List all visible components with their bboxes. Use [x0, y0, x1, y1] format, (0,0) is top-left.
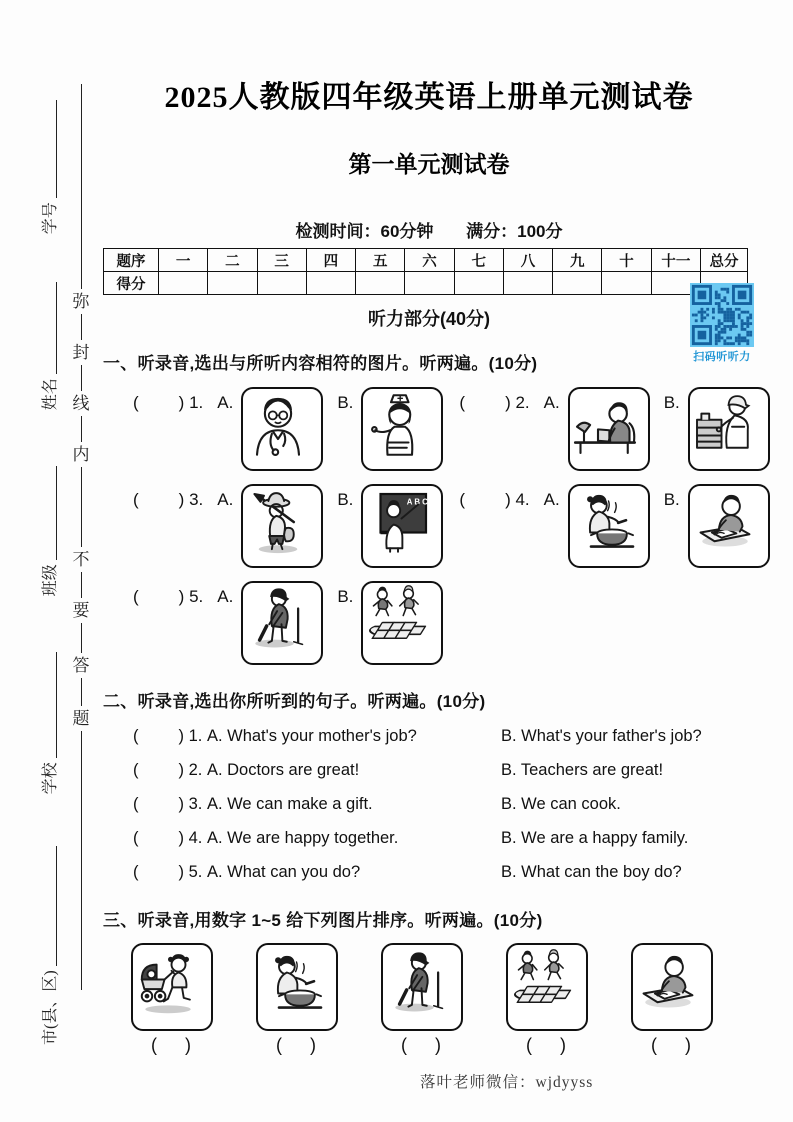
- boy-drawing-icon: [633, 945, 711, 1029]
- picture-option-teacher: [361, 484, 443, 568]
- listening-part-title: 听力部分(40分): [367, 309, 490, 329]
- option-b-label: B.: [337, 393, 354, 412]
- farmer-icon: [243, 486, 321, 566]
- seal-line: [72, 84, 90, 990]
- man-laptop-icon: [570, 389, 648, 469]
- seal-char: 封: [72, 343, 90, 362]
- answer-slot-q4[interactable]: ( ) 4.: [459, 490, 530, 509]
- order-slot-2[interactable]: ( ): [276, 1035, 318, 1055]
- score-header-cell: 三: [257, 249, 306, 272]
- boy-baseball-icon: [243, 583, 321, 663]
- sealed-margin-labels: [26, 63, 70, 1063]
- section1-row: [103, 581, 755, 665]
- option-a-label: A.: [217, 490, 234, 509]
- sentence-a: A. We are happy together.: [206, 829, 399, 847]
- seal-line-segment: [81, 365, 82, 391]
- section3-row: [103, 943, 755, 1056]
- answer-slot-q3[interactable]: ( ) 3.: [133, 490, 204, 509]
- sentence-b: B. We are a happy family.: [501, 829, 689, 847]
- option-a-label: A.: [543, 490, 560, 509]
- section2-item: [103, 829, 755, 848]
- seal-line-segment: [81, 731, 82, 990]
- kids-hopscotch-icon: [363, 583, 441, 663]
- listening-qr: [686, 283, 758, 364]
- score-cell[interactable]: [553, 272, 602, 295]
- picture-option-hopscotch: [361, 581, 443, 665]
- section3-figure: [631, 943, 713, 1056]
- sentence-a: A. We can make a gift.: [206, 795, 373, 813]
- section2-item: [103, 795, 755, 814]
- seal-char: 不: [72, 550, 90, 569]
- score-header-cell: 九: [553, 249, 602, 272]
- exam-info: [103, 217, 755, 242]
- sentence-b: B. What can the boy do?: [501, 863, 682, 881]
- option-a-label: A.: [543, 393, 560, 412]
- score-header-cell: 题序: [104, 249, 159, 272]
- score-header-cell: 六: [405, 249, 454, 272]
- score-cell[interactable]: [503, 272, 552, 295]
- score-cell[interactable]: [405, 272, 454, 295]
- score-table-score-row: [104, 272, 748, 295]
- score-cell[interactable]: [257, 272, 306, 295]
- option-b-label: B.: [663, 393, 680, 412]
- field-student-no-blank[interactable]: [54, 100, 57, 198]
- field-name-blank[interactable]: [54, 282, 57, 374]
- qr-caption: 扫码听听力: [693, 351, 751, 363]
- score-cell[interactable]: [356, 272, 405, 295]
- exam-time: 检测时间：60分钟: [295, 222, 434, 241]
- field-class-label: 班级: [41, 564, 59, 597]
- picture-option-drawing: [688, 484, 770, 568]
- answer-slot-s2-q2[interactable]: ( ): [133, 761, 184, 779]
- picture-boy-drawing: [631, 943, 713, 1031]
- exam-paper: [103, 0, 755, 1056]
- score-cell[interactable]: [306, 272, 355, 295]
- order-slot-3[interactable]: ( ): [401, 1035, 443, 1055]
- sentence-b: B. We can cook.: [501, 795, 621, 813]
- score-header-cell: 一: [159, 249, 208, 272]
- item-number: 4.: [188, 829, 203, 847]
- answer-slot-q2[interactable]: ( ) 2.: [459, 393, 530, 412]
- section3-figure: [256, 943, 338, 1056]
- answer-slot-s2-q5[interactable]: ( ): [133, 863, 184, 881]
- section3-figure: [381, 943, 463, 1056]
- answer-slot-s2-q1[interactable]: ( ): [133, 727, 184, 745]
- field-class-blank[interactable]: [54, 466, 57, 560]
- seal-char: 内: [72, 445, 90, 464]
- seal-line-segment: [81, 467, 82, 547]
- section3-figure: [131, 943, 213, 1056]
- score-cell[interactable]: [159, 272, 208, 295]
- seal-char: 弥: [72, 292, 90, 311]
- score-header-cell: 四: [306, 249, 355, 272]
- sentence-b: B. What's your father's job?: [501, 727, 702, 745]
- answer-slot-q5[interactable]: ( ) 5.: [133, 587, 204, 606]
- kids-hopscotch-icon: [508, 945, 586, 1029]
- option-b-label: B.: [663, 490, 680, 509]
- sentence-a: A. Doctors are great!: [206, 761, 360, 779]
- seal-line-segment: [81, 314, 82, 340]
- picture-option-nurse: [361, 387, 443, 471]
- picture-boy-baseball: [381, 943, 463, 1031]
- section1-row: [103, 484, 755, 568]
- field-school-label: 学校: [41, 762, 59, 795]
- score-cell[interactable]: [602, 272, 651, 295]
- doctor-icon: [243, 389, 321, 469]
- picture-kids-hopscotch: [506, 943, 588, 1031]
- field-name: [37, 282, 60, 410]
- section2-item: [103, 727, 755, 746]
- nurse-icon: [363, 389, 441, 469]
- section1-heading: 一、听录音,选出与所听内容相符的图片。听两遍。(10分): [103, 354, 538, 373]
- answer-slot-s2-q4[interactable]: ( ): [133, 829, 184, 847]
- item-number: 2.: [188, 761, 203, 779]
- score-header-cell: 十一: [651, 249, 700, 272]
- field-student-no: [37, 100, 60, 234]
- section2-item: [103, 863, 755, 882]
- girl-stroller-icon: [133, 945, 211, 1029]
- field-city-label: 市(县、区): [41, 970, 59, 1045]
- seal-line-segment: [81, 84, 82, 289]
- order-slot-1[interactable]: ( ): [151, 1035, 193, 1055]
- field-school-blank[interactable]: [54, 652, 57, 758]
- seal-char: 线: [72, 394, 90, 413]
- field-class: [37, 466, 60, 596]
- picture-option-man-laptop: [568, 387, 650, 471]
- answer-slot-s2-q3[interactable]: ( ): [133, 795, 184, 813]
- field-name-label: 姓名: [41, 378, 59, 411]
- exam-full-score: 满分：100分: [466, 222, 563, 241]
- unit-subtitle: 第一单元测试卷: [348, 152, 510, 177]
- score-header-cell: 十: [602, 249, 651, 272]
- sentence-b: B. Teachers are great!: [501, 761, 664, 779]
- picture-option-cooking: [568, 484, 650, 568]
- answer-slot-q1[interactable]: ( ) 1.: [133, 393, 204, 412]
- teacher-blackboard-icon: [363, 486, 441, 566]
- svg-text:A B C: A B C: [407, 497, 429, 507]
- option-b-label: B.: [337, 587, 354, 606]
- seal-line-segment: [81, 678, 82, 706]
- score-header-cell: 二: [208, 249, 257, 272]
- boy-drawing-icon: [690, 486, 768, 566]
- seal-char: 题: [72, 709, 90, 728]
- picture-option-farmer: [241, 484, 323, 568]
- option-b-label: B.: [337, 490, 354, 509]
- worker-machine-icon: [690, 389, 768, 469]
- teacher-wechat-watermark: 落叶老师微信：wjdyyss: [420, 1074, 594, 1091]
- item-number: 1.: [188, 727, 203, 745]
- woman-cooking-icon: [570, 486, 648, 566]
- qr-code: [690, 283, 754, 347]
- order-slot-5[interactable]: ( ): [651, 1035, 693, 1055]
- score-table-header-row: [104, 249, 748, 272]
- section2-item: [103, 761, 755, 780]
- option-a-label: A.: [217, 587, 234, 606]
- score-table: [103, 248, 748, 295]
- score-header-cell: 七: [454, 249, 503, 272]
- seal-line-segment: [81, 623, 82, 653]
- seal-char: 答: [72, 656, 90, 675]
- picture-option-doctor: [241, 387, 323, 471]
- section2-heading: 二、听录音,选出你所听到的句子。听两遍。(10分): [103, 692, 486, 711]
- section3-heading: 三、听录音,用数字 1~5 给下列图片排序。听两遍。(10分): [103, 911, 543, 930]
- picture-option-worker: [688, 387, 770, 471]
- item-number: 5.: [188, 863, 203, 881]
- order-slot-4[interactable]: ( ): [526, 1035, 568, 1055]
- field-school: [37, 652, 60, 794]
- section1-row: [103, 387, 755, 471]
- sentence-a: A. What's your mother's job?: [206, 727, 417, 745]
- section3-figure: [506, 943, 588, 1056]
- score-header-cell: 五: [356, 249, 405, 272]
- page-title: 2025人教版四年级英语上册单元测试卷: [164, 81, 694, 114]
- field-city: [37, 846, 60, 1045]
- seal-char: 要: [72, 601, 90, 620]
- sentence-a: A. What can you do?: [206, 863, 361, 881]
- score-header-cell: 八: [503, 249, 552, 272]
- option-a-label: A.: [217, 393, 234, 412]
- field-student-no-label: 学号: [41, 202, 59, 235]
- picture-option-baseball: [241, 581, 323, 665]
- picture-girl-stroller: [131, 943, 213, 1031]
- score-header-cell: 总分: [701, 249, 748, 272]
- field-city-blank[interactable]: [54, 846, 57, 966]
- woman-cooking-icon: [258, 945, 336, 1029]
- seal-line-segment: [81, 572, 82, 598]
- score-cell[interactable]: [454, 272, 503, 295]
- seal-line-segment: [81, 416, 82, 442]
- picture-woman-cooking: [256, 943, 338, 1031]
- boy-baseball-icon: [383, 945, 461, 1029]
- score-cell[interactable]: [208, 272, 257, 295]
- score-row-label: 得分: [104, 272, 159, 295]
- item-number: 3.: [188, 795, 203, 813]
